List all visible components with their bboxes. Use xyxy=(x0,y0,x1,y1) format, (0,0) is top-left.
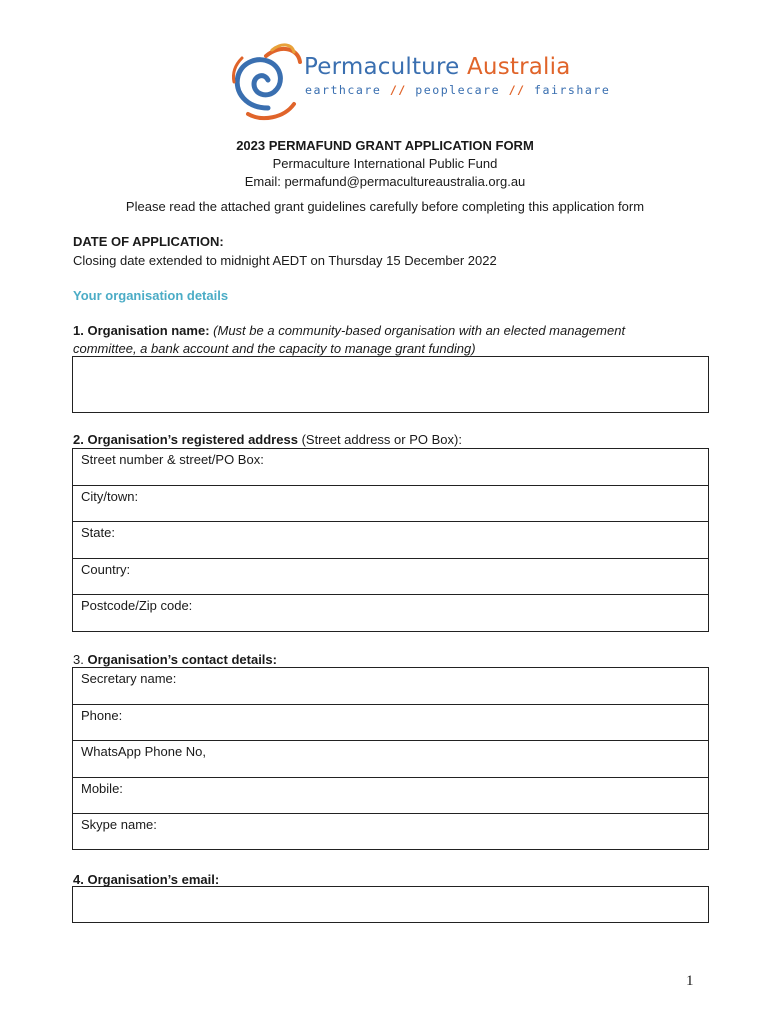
q1-label-line xyxy=(73,323,625,338)
skype-name-field[interactable]: Skype name: xyxy=(81,817,157,832)
logo-name-part1: Permaculture xyxy=(304,54,460,80)
form-title: 2023 PERMAFUND GRANT APPLICATION FORM xyxy=(236,138,534,153)
address-fields-table xyxy=(72,448,709,632)
section-heading-organisation-details: Your organisation details xyxy=(73,288,229,303)
q1-label: 1. Organisation name: xyxy=(73,323,210,338)
country-field[interactable]: Country: xyxy=(73,559,708,596)
q2-hint: (Street address or PO Box): xyxy=(301,432,462,447)
q3-label: Organisation’s contact details: xyxy=(87,652,277,667)
email-value[interactable]: permafund@permacultureaustralia.org.au xyxy=(284,174,526,189)
mobile-field[interactable]: Mobile: xyxy=(73,778,708,815)
q1-hint-line1: (Must be a community-based organisation with an elected management xyxy=(213,323,626,338)
q1-hint-line2-wrap xyxy=(73,341,476,356)
spiral-logo-icon xyxy=(228,42,304,122)
postcode-field[interactable]: Postcode/Zip code: xyxy=(81,598,193,613)
contact-fields-table xyxy=(72,667,709,850)
logo-tag-fairshare: fairshare xyxy=(534,83,611,97)
logo-wordmark xyxy=(304,54,571,80)
q1-hint-line2: committee, a bank account and the capacity to manage grant funding) xyxy=(73,341,476,356)
intro-text: Please read the attached grant guidelines carefully before completing this application form xyxy=(125,199,645,214)
form-subtitle: Permaculture International Public Fund xyxy=(272,156,498,171)
q3-label-prefix: 3. xyxy=(73,652,84,667)
email-label: Email: xyxy=(244,174,281,189)
secretary-name-field[interactable]: Secretary name: xyxy=(73,668,708,705)
form-email-line xyxy=(0,174,770,189)
q4-label: 4. Organisation’s email: xyxy=(73,872,220,887)
q2-label-line xyxy=(73,432,462,447)
logo-tagline: earthcare // peoplecare // fairshare xyxy=(305,83,611,97)
q2-label: 2. Organisation’s registered address xyxy=(73,432,298,447)
logo-tag-earthcare: earthcare xyxy=(305,83,382,97)
date-of-application-label: DATE OF APPLICATION: xyxy=(73,234,224,249)
permaculture-australia-logo xyxy=(228,42,611,122)
organisation-email-field[interactable] xyxy=(72,886,709,923)
logo-tag-peoplecare: peoplecare xyxy=(415,83,501,97)
state-field[interactable]: State: xyxy=(73,522,708,559)
closing-date-note: Closing date extended to midnight AEDT on Thursday 15 December 2022 xyxy=(73,253,497,268)
logo-name-part2: Australia xyxy=(466,54,571,80)
city-field[interactable]: City/town: xyxy=(73,486,708,523)
page-number: 1 xyxy=(686,973,694,989)
organisation-name-field[interactable] xyxy=(72,356,709,413)
q3-label-line xyxy=(73,652,277,667)
street-field[interactable]: Street number & street/PO Box: xyxy=(73,449,708,486)
phone-field[interactable]: Phone: xyxy=(73,705,708,742)
whatsapp-field[interactable]: WhatsApp Phone No, xyxy=(73,741,708,778)
